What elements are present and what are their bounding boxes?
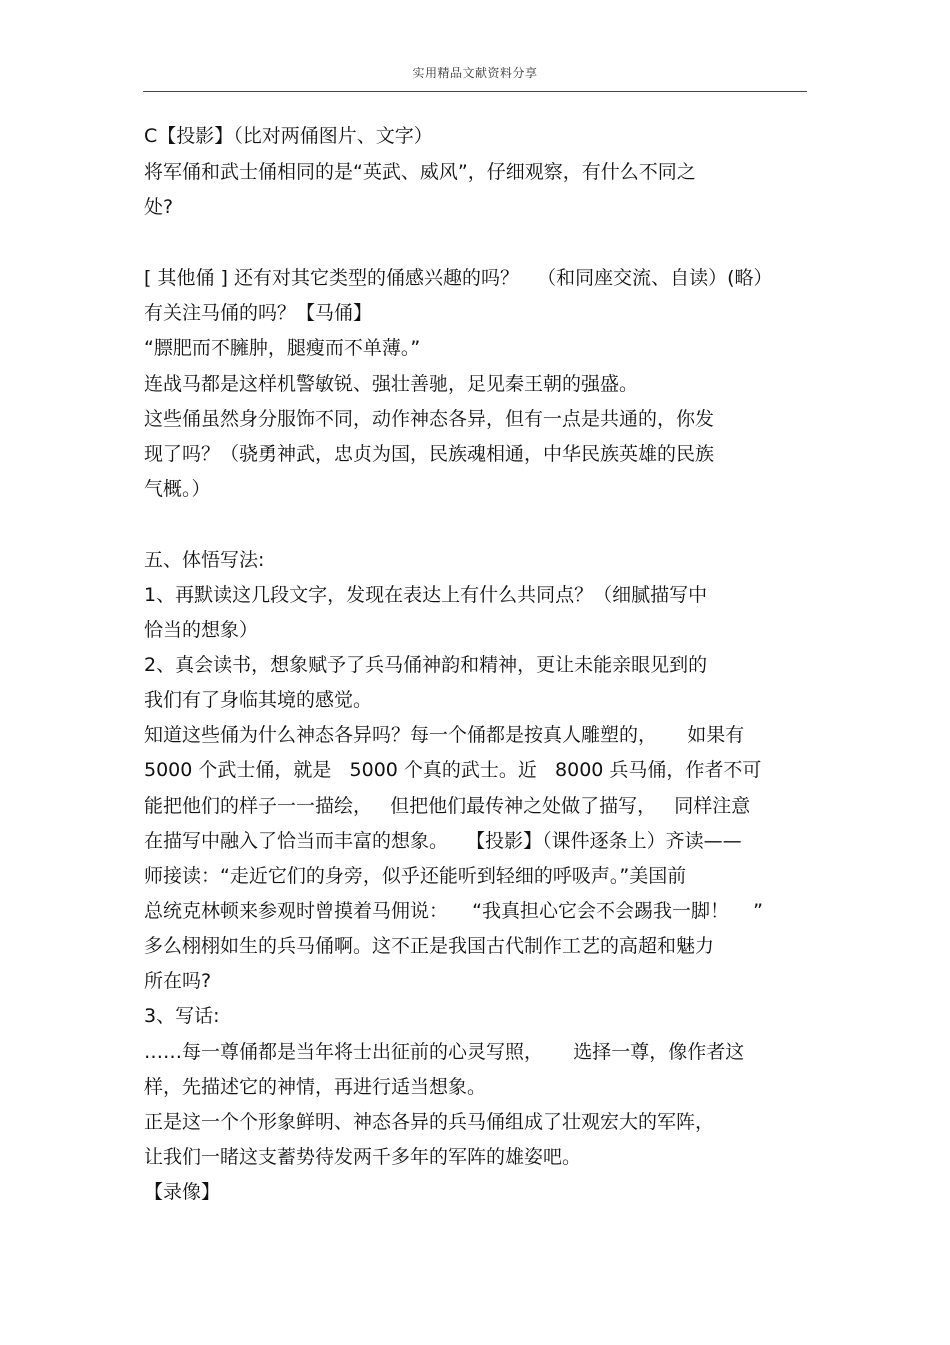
text-line: “膘肥而不臃肿，腿瘦而不单薄。”	[144, 337, 421, 359]
text-line: 多么栩栩如生的兵马俑啊。这不正是我国古代制作工艺的高超和魅力	[144, 935, 715, 957]
text-line: 知道这些俑为什么神态各异吗？每一个俑都是按真人雕塑的， 如果有	[144, 724, 745, 746]
text-line: 这些俑虽然身分服饰不同，动作神态各异，但有一点是共通的，你发	[144, 408, 715, 430]
text-line: 连战马都是这样机警敏锐、强壮善驰，足见秦王朝的强盛。	[144, 373, 639, 395]
text-line: 师接读：“走近它们的身旁，似乎还能听到轻细的呼吸声。”美国前	[144, 865, 687, 887]
text-line: 我们有了身临其境的感觉。	[144, 689, 373, 711]
text-line: 5000 个武士俑，就是 5000 个真的武士。近 8000 兵马俑，作者不可	[144, 759, 762, 781]
text-line: 3、写话:	[144, 1005, 220, 1027]
text-line: 总统克林顿来参观时曾摸着马佣说： “我真担心它会不会踢我一脚！ ”	[144, 900, 764, 922]
text-line: 能把他们的样子一一描绘， 但把他们最传神之处做了描写， 同样注意	[144, 795, 751, 817]
text-line: 样，先描述它的神情，再进行适当想象。	[144, 1076, 487, 1098]
text-line: 在描写中融入了恰当而丰富的想象。 【投影】（课件逐条上）齐读——	[144, 830, 742, 852]
text-line: 有关注马俑的吗？【马俑】	[144, 302, 373, 324]
text-line: [ 其他俑 ] 还有对其它类型的俑感兴趣的吗？ （和同座交流、自读）(略）	[144, 267, 773, 289]
text-line: 让我们一睹这支蓄势待发两千多年的军阵的雄姿吧。	[144, 1146, 582, 1168]
section-heading: 五、体悟写法:	[144, 549, 265, 571]
text-line: 气概。）	[144, 478, 211, 500]
text-line: 正是这一个个形象鲜明、神态各异的兵马俑组成了壮观宏大的军阵，	[144, 1111, 715, 1133]
text-line: 【录像】	[144, 1181, 221, 1203]
text-line: 处?	[144, 196, 174, 218]
text-line: C【投影】（比对两俑图片、文字）	[144, 125, 433, 147]
text-line: 将军俑和武士俑相同的是“英武、威风”，仔细观察，有什么不同之	[144, 161, 696, 183]
text-line: 所在吗?	[144, 970, 212, 992]
text-line: 恰当的想象）	[144, 619, 259, 641]
header-divider	[143, 91, 807, 92]
page-header: 实用精品文献资料分享	[412, 66, 538, 80]
text-line: 2、真会读书，想象赋予了兵马俑神韵和精神，更让未能亲眼见到的	[144, 654, 708, 676]
text-line: 现了吗？（骁勇神武，忠贞为国，民族魂相通，中华民族英雄的民族	[144, 443, 715, 465]
text-line: ……每一尊俑都是当年将士出征前的心灵写照， 选择一尊，像作者这	[144, 1041, 745, 1063]
text-line: 1、再默读这几段文字，发现在表达上有什么共同点？（细腻描写中	[144, 584, 708, 606]
